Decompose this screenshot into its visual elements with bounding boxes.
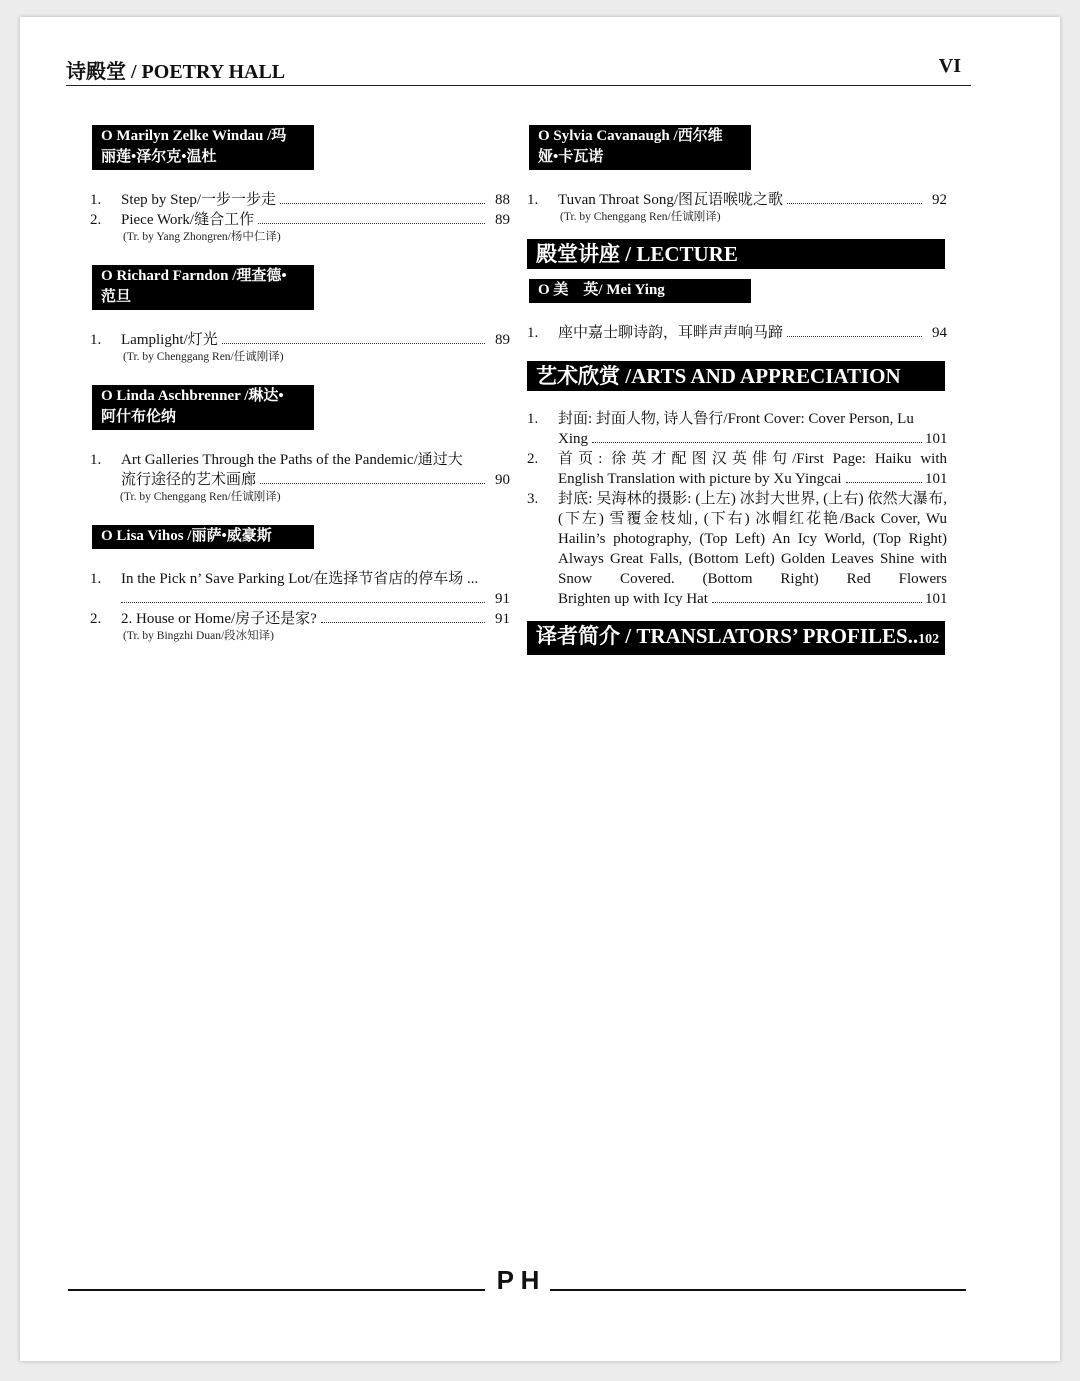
section-heading-text: 译者简介 / TRANSLATORS’ PROFILES.. xyxy=(536,624,919,648)
header-title: 诗殿堂 / POETRY HALL xyxy=(66,61,286,83)
entry-title: In the Pick n’ Save Parking Lot/在选择节省店的停车场 ... xyxy=(121,571,479,587)
header-page-number: VI xyxy=(938,55,961,77)
entry-title: Tuvan Throat Song/图瓦语喉咙之歌 xyxy=(558,192,784,208)
entry-title: 2. House or Home/房子还是家? xyxy=(121,611,317,627)
dot-leader xyxy=(592,442,922,443)
entry-title-cont: English Translation with picture by Xu Yingcai xyxy=(558,471,842,487)
entry-page: 101 xyxy=(925,591,948,607)
magazine-page xyxy=(20,17,1060,1361)
author-name-line: 范旦 xyxy=(101,289,132,305)
entry-page: 89 xyxy=(495,332,510,348)
author-heading xyxy=(529,125,751,170)
entry-page: 94 xyxy=(932,325,947,341)
entry-title: 封面: 封面人物, 诗人鲁行/Front Cover: Cover Person, Lu xyxy=(558,411,914,427)
footer-mark: P H xyxy=(496,1265,540,1295)
entry-title-cont: 流行途径的艺术画廊 xyxy=(121,472,257,488)
dot-leader xyxy=(787,203,922,204)
entry-page: 91 xyxy=(495,591,510,607)
entry-page: 102 xyxy=(918,632,940,647)
entry-title: Piece Work/缝合工作 xyxy=(121,212,255,228)
author-name-line: O Marilyn Zelke Windau /玛 xyxy=(101,128,287,144)
entry-number: 1. xyxy=(527,325,539,341)
toc-entry[interactable] xyxy=(527,409,947,449)
entry-page: 92 xyxy=(932,192,947,208)
entry-number: 2. xyxy=(90,212,102,228)
toc-entry[interactable] xyxy=(90,330,510,350)
dot-leader xyxy=(260,483,485,484)
footer-rule-right xyxy=(550,1289,966,1291)
footer-rule-left xyxy=(68,1289,485,1291)
author-name-line: 娅•卡瓦诺 xyxy=(538,149,604,165)
author-name-line: O 美 英/ Mei Ying xyxy=(538,282,665,298)
toc-entry[interactable] xyxy=(90,609,510,629)
entry-page: 88 xyxy=(495,192,510,208)
page-footer xyxy=(68,1265,968,1299)
dot-leader xyxy=(258,223,485,224)
dot-leader xyxy=(280,203,485,204)
entry-page: 101 xyxy=(925,471,948,487)
entry-title: Lamplight/灯光 xyxy=(121,332,218,348)
entry-title-cont: Brighten up with Icy Hat xyxy=(558,591,708,607)
toc-entry[interactable] xyxy=(90,210,510,230)
author-name-line: 阿什布伦纳 xyxy=(101,409,177,425)
entry-page: 90 xyxy=(495,472,510,488)
entry-title: 首页: 徐英才配图汉英俳句/First Page: Haiku with xyxy=(558,451,947,467)
translator-credit: (Tr. by Chenggang Ren/任诚刚译) xyxy=(120,491,281,503)
section-heading-lecture: 殿堂讲座 / LECTURE xyxy=(527,239,945,269)
dot-leader xyxy=(846,482,922,483)
entry-number: 1. xyxy=(527,192,539,208)
author-name-line: O Richard Farndon /理查德• xyxy=(101,268,287,284)
author-heading xyxy=(92,265,314,310)
toc-left-column xyxy=(90,125,510,644)
dot-leader xyxy=(712,602,922,603)
dot-leader xyxy=(121,602,485,603)
toc-entry[interactable] xyxy=(527,449,947,489)
entry-number: 1. xyxy=(90,452,102,468)
dot-leader xyxy=(321,622,485,623)
author-name-line: O Lisa Vihos /丽萨•威豪斯 xyxy=(101,528,272,544)
dot-leader xyxy=(787,336,922,337)
entry-title: Art Galleries Through the Paths of the Pandemic/通过大 xyxy=(121,452,463,468)
toc-entry[interactable] xyxy=(90,569,510,609)
page-header xyxy=(66,55,971,86)
toc-right-column xyxy=(527,125,947,655)
entry-title-cont: Xing xyxy=(558,431,588,447)
entry-page: 89 xyxy=(495,212,510,228)
section-heading-translators[interactable] xyxy=(527,621,945,655)
entry-number: 1. xyxy=(527,411,539,427)
toc-entry[interactable] xyxy=(527,323,947,343)
author-name-line: 丽莲•泽尔克•温杜 xyxy=(101,149,217,165)
entry-title: 封底: 吴海林的摄影: (上左) 冰封大世界, (上右) 依然大瀑布, (下左) 雪覆金枝灿, (下右) 冰帽红花艳/Back Cover, Wu Hailin’s photography, (Top Left) An Icy World, (Top Right) Always Great Falls, (Bottom Left) Golden Leaves Shine with Snow Covered. (Bottom Right) Red Flowers xyxy=(558,491,947,587)
author-heading xyxy=(92,385,314,430)
entry-number: 1. xyxy=(90,571,102,587)
entry-page: 91 xyxy=(495,611,510,627)
translator-credit: (Tr. by Bingzhi Duan/段冰知译) xyxy=(123,630,274,642)
toc-entry[interactable] xyxy=(527,489,947,609)
entry-number: 2. xyxy=(527,451,539,467)
entry-title: 座中嘉士聊诗韵，耳畔声声响马蹄 xyxy=(558,325,784,341)
author-heading xyxy=(92,525,314,549)
entry-number: 2. xyxy=(90,611,102,627)
entry-page: 101 xyxy=(925,431,948,447)
translator-credit: (Tr. by Chenggang Ren/任诚刚译) xyxy=(123,351,284,363)
entry-number: 1. xyxy=(90,192,102,208)
entry-number: 1. xyxy=(90,332,102,348)
toc-entry[interactable] xyxy=(90,450,510,490)
author-heading xyxy=(529,279,751,303)
dot-leader xyxy=(222,343,485,344)
toc-entry[interactable] xyxy=(527,190,947,210)
author-name-line: O Linda Aschbrenner /琳达• xyxy=(101,388,284,404)
section-heading-arts: 艺术欣赏 /ARTS AND APPRECIATION xyxy=(527,361,945,391)
toc-entry[interactable] xyxy=(90,190,510,210)
entry-title: Step by Step/一步一步走 xyxy=(121,192,277,208)
translator-credit: (Tr. by Chenggang Ren/任诚刚译) xyxy=(560,211,721,223)
translator-credit: (Tr. by Yang Zhongren/杨中仁译) xyxy=(123,231,281,243)
author-name-line: O Sylvia Cavanaugh /西尔维 xyxy=(538,128,723,144)
entry-number: 3. xyxy=(527,491,539,507)
author-heading xyxy=(92,125,314,170)
